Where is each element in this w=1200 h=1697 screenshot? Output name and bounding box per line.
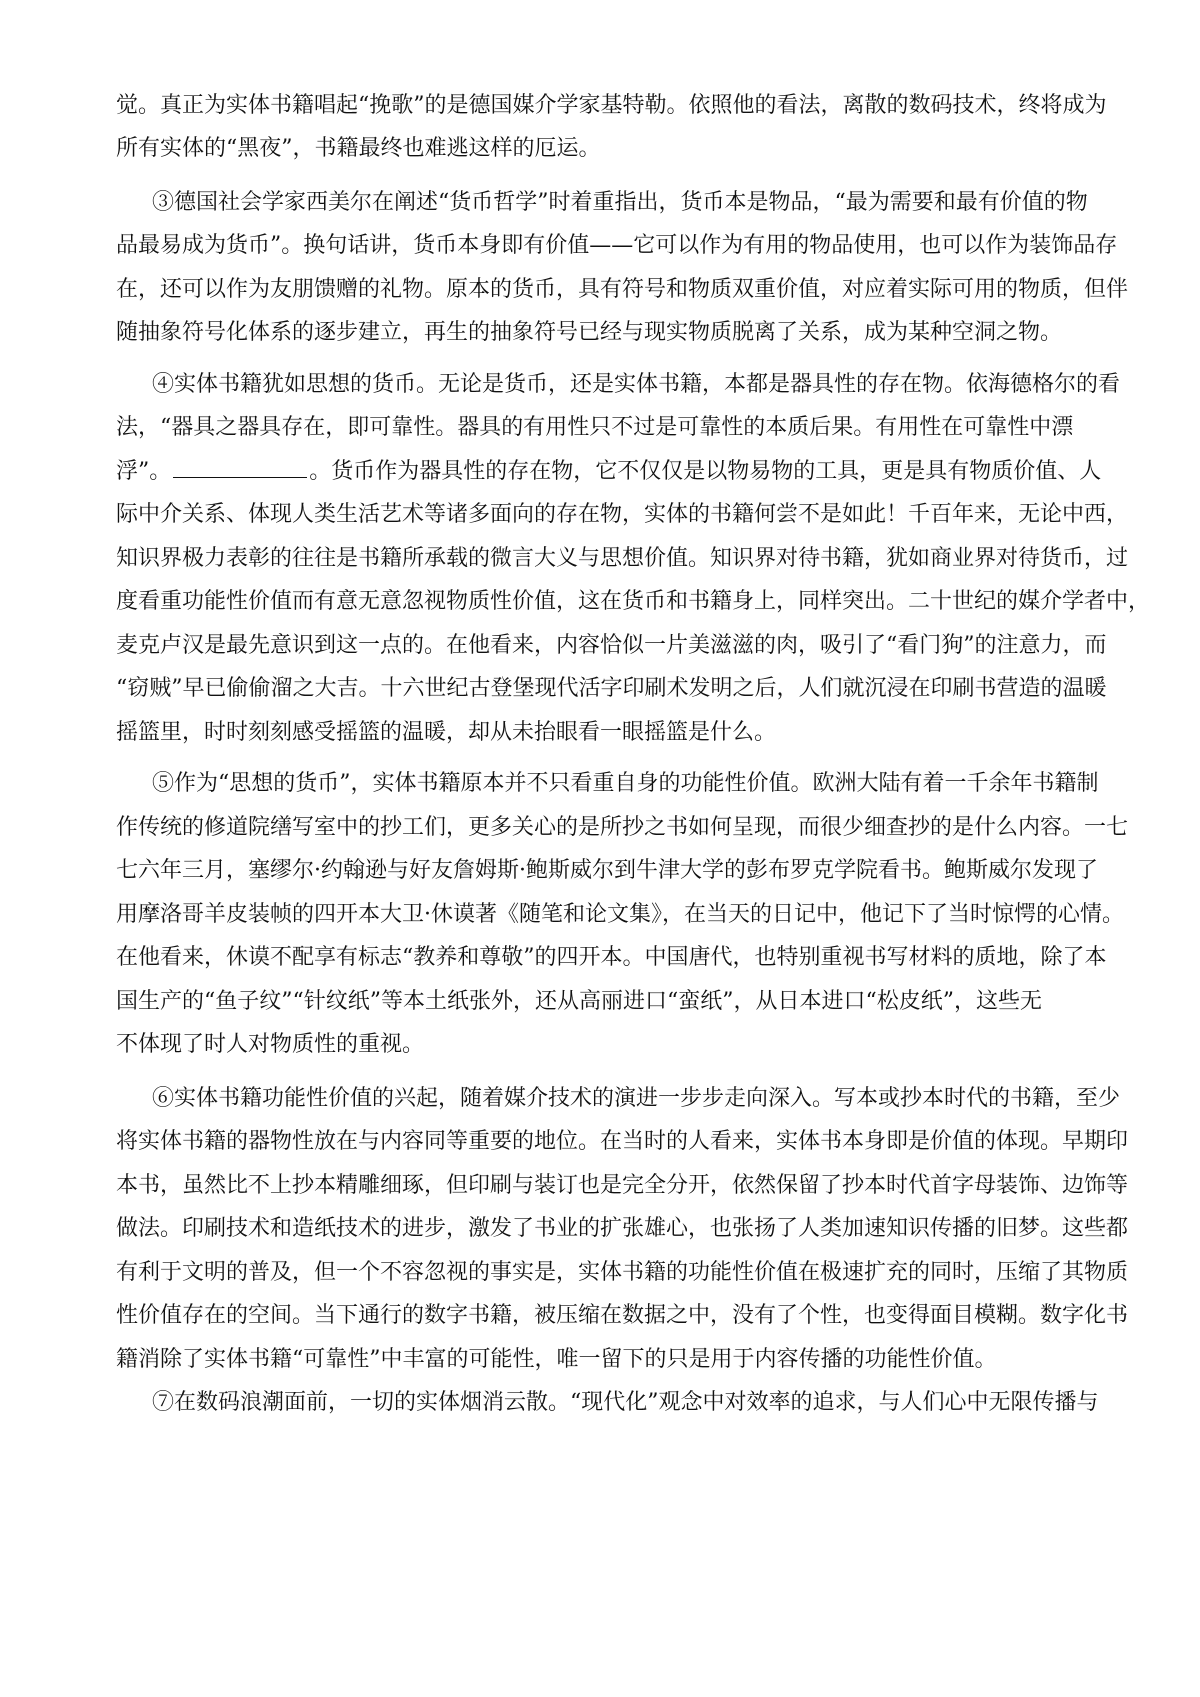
- fill-in-blank: [173, 459, 307, 478]
- paragraph-5-line-6: 国生产的“鱼子纹”“针纹纸”等本土纸张外，还从高丽进口“蛮纸”，从日本进口“松皮纸”，这些无: [116, 989, 1042, 1014]
- paragraph-3-line-1: ③德国社会学家西美尔在阐述“货币哲学”时着重指出，货币本是物品，“最为需要和最有价值的物: [152, 190, 1088, 215]
- paragraph-6-line-4: 做法。印刷技术和造纸技术的进步，激发了书业的扩张雄心，也张扬了人类加速知识传播的旧梦。这些都: [116, 1216, 1129, 1241]
- paragraph-4-line-1: ④实体书籍犹如思想的货币。无论是货币，还是实体书籍，本都是器具性的存在物。依海德格尔的看: [152, 372, 1121, 397]
- text-line-2: 所有实体的“黑夜”，书籍最终也难逃这样的厄运。: [116, 136, 601, 161]
- line-start-text: 浮”。: [116, 459, 172, 484]
- paragraph-3-line-2: 品最易成为货币”。换句话讲，货币本身即有价值——它可以作为有用的物品使用，也可以作为装饰品存: [116, 233, 1118, 258]
- paragraph-6-line-6: 性价值存在的空间。当下通行的数字书籍，被压缩在数据之中，没有了个性，也变得面目模糊。数字化书: [116, 1303, 1129, 1328]
- paragraph-6-line-3: 本书，虽然比不上抄本精雕细琢，但印刷与装订也是完全分开，依然保留了抄本时代首字母装饰、边饰等: [116, 1173, 1129, 1198]
- paragraph-5-line-1: ⑤作为“思想的货币”，实体书籍原本并不只看重自身的功能性价值。欧洲大陆有着一千余年书籍制: [152, 771, 1099, 796]
- paragraph-3-line-4: 随抽象符号化体系的逐步建立，再生的抽象符号已经与现实物质脱离了关系，成为某种空洞之物。: [116, 320, 1063, 345]
- paragraph-6-line-5: 有利于文明的普及，但一个不容忽视的事实是，实体书籍的功能性价值在极速扩充的同时，压缩了其物质: [116, 1260, 1129, 1285]
- paragraph-3-line-3: 在，还可以作为友朋馈赠的礼物。原本的货币，具有符号和物质双重价值，对应着实际可用的物质，但伴: [116, 277, 1129, 302]
- paragraph-4-line-9: 摇篮里，时时刻刻感受摇篮的温暖，却从未抬眼看一眼摇篮是什么。: [116, 720, 777, 745]
- paragraph-4-line-2: 法，“器具之器具存在，即可靠性。器具的有用性只不过是可靠性的本质后果。有用性在可靠性中漂: [116, 415, 1074, 440]
- paragraph-5-line-7: 不体现了时人对物质性的重视。: [116, 1032, 425, 1057]
- paragraph-7-line-1: ⑦在数码浪潮面前，一切的实体烟消云散。“现代化”观念中对效率的追求，与人们心中无限传播与: [152, 1390, 1099, 1415]
- paragraph-6-line-1: ⑥实体书籍功能性价值的兴起，随着媒介技术的演进一步步走向深入。写本或抄本时代的书籍，至少: [152, 1086, 1121, 1111]
- paragraph-4-line-3: [116, 459, 1102, 485]
- paragraph-4-line-7: 麦克卢汉是最先意识到这一点的。在他看来，内容恰似一片美滋滋的肉，吸引了“看门狗”的注意力，而: [116, 633, 1107, 658]
- paragraph-5-line-4: 用摩洛哥羊皮装帧的四开本大卫·休谟著《随笔和论文集》，在当天的日记中，他记下了当时惊愕的心情。: [116, 902, 1124, 927]
- paragraph-4-line-8: “窃贼”早已偷偷溜之大吉。十六世纪古登堡现代活字印刷术发明之后，人们就沉浸在印刷书营造的温暖: [116, 676, 1107, 701]
- paragraph-5-line-5: 在他看来，休谟不配享有标志“教养和尊敬”的四开本。中国唐代，也特别重视书写材料的质地，除了本: [116, 945, 1107, 970]
- paragraph-4-line-6: 度看重功能性价值而有意无意忽视物质性价值，这在货币和书籍身上，同样突出。二十世纪的媒介学者中，: [116, 589, 1151, 614]
- paragraph-5-line-3: 七六年三月，塞缪尔·约翰逊与好友詹姆斯·鲍斯威尔到牛津大学的彭布罗克学院看书。鲍斯威尔发现了: [116, 858, 1098, 883]
- paragraph-4-line-5: 知识界极力表彰的往往是书籍所承载的微言大义与思想价值。知识界对待书籍，犹如商业界对待货币，过: [116, 546, 1129, 571]
- paragraph-6-line-2: 将实体书籍的器物性放在与内容同等重要的地位。在当时的人看来，实体书本身即是价值的体现。早期印: [116, 1129, 1129, 1154]
- line-end-text: 。货币作为器具性的存在物，它不仅仅是以物易物的工具，更是具有物质价值、人: [309, 459, 1102, 484]
- paragraph-5-line-2: 作传统的修道院缮写室中的抄工们，更多关心的是所抄之书如何呈现，而很少细查抄的是什么内容。一七: [116, 815, 1129, 840]
- paragraph-4-line-4: 际中介关系、体现人类生活艺术等诸多面向的存在物，实体的书籍何尝不是如此！千百年来，无论中西，: [116, 502, 1129, 527]
- text-line-1: 觉。真正为实体书籍唱起“挽歌”的是德国媒介学家基特勒。依照他的看法，离散的数码技术，终将成为: [116, 93, 1107, 118]
- paragraph-6-line-7: 籍消除了实体书籍“可靠性”中丰富的可能性，唯一留下的只是用于内容传播的功能性价值。: [116, 1347, 997, 1372]
